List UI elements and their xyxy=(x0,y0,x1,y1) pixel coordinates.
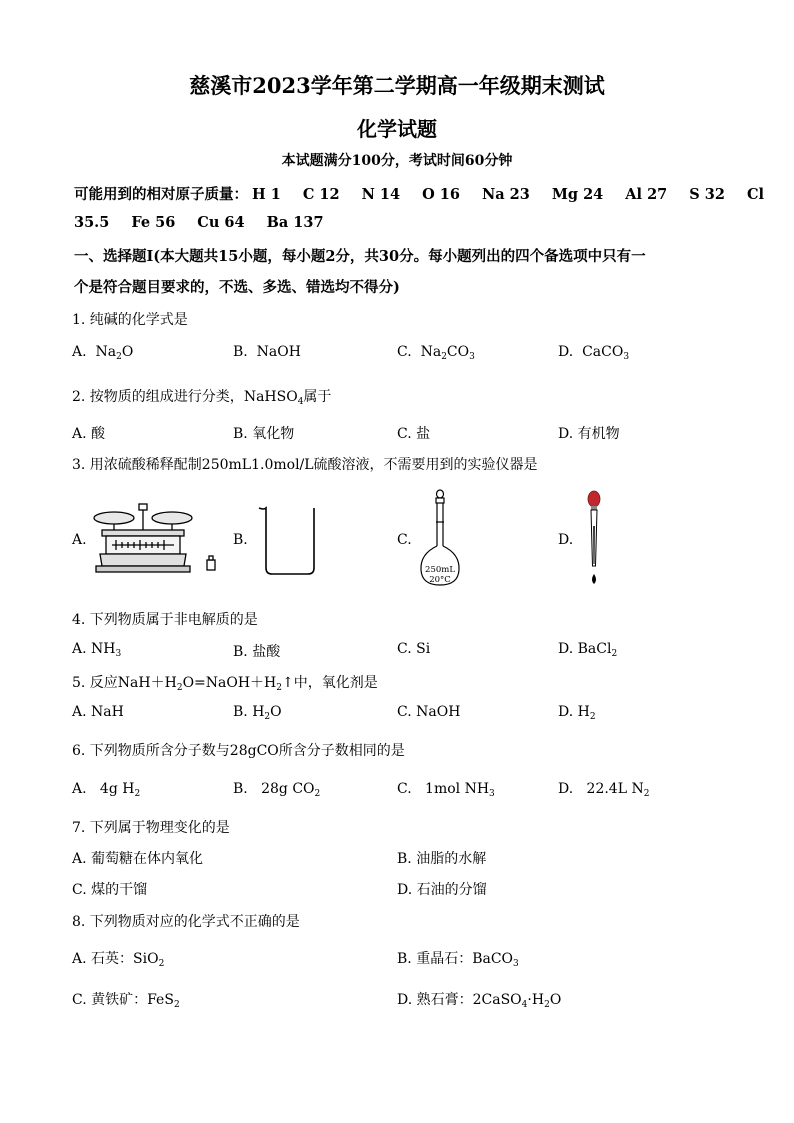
section-heading-line1: 一、选择题Ⅰ(本大题共15小题，每小题2分，共30分。每小题列出的四个备选项中只有一 xyxy=(74,248,646,265)
question-8-option-a[interactable]: A. 石英：SiO$_2$ xyxy=(72,951,165,969)
mass-item: Mg 24 xyxy=(551,186,604,203)
mass-item: N 14 xyxy=(361,186,401,203)
exam-title: 慈溪市2023学年第二学期高一年级期末测试 xyxy=(189,73,605,98)
question-2-option-a[interactable]: A. 酸 xyxy=(72,426,106,442)
question-7-option-b[interactable]: B. 油脂的水解 xyxy=(397,851,487,867)
question-2-stem: 2. 按物质的组成进行分类，NaHSO$_4$属于 xyxy=(72,389,332,407)
question-7-option-c[interactable]: C. 煤的干馏 xyxy=(72,882,148,898)
mass-item: Al 27 xyxy=(625,186,668,203)
question-7-option-d[interactable]: D. 石油的分馏 xyxy=(397,882,487,898)
question-5-option-c[interactable]: C. NaOH xyxy=(397,704,461,720)
question-8-option-b[interactable]: B. 重晶石：BaCO$_3$ xyxy=(397,951,519,969)
flask-temp-label: 20°C xyxy=(429,575,451,585)
mass-item: Ba 137 xyxy=(266,214,324,231)
question-1-option-b[interactable]: B. NaOH xyxy=(233,344,301,360)
exam-note: 本试题满分100分，考试时间60分钟 xyxy=(281,153,513,169)
question-4-option-a[interactable]: A. $NH_3$ xyxy=(72,641,122,659)
atomic-masses-label: 可能用到的相对原子质量： xyxy=(74,186,248,203)
mass-item: S 32 xyxy=(689,186,725,203)
question-1-option-c[interactable]: C. $Na_2CO_3$ xyxy=(397,344,475,362)
question-1-option-a[interactable]: A. $Na_2O$ xyxy=(72,344,134,362)
question-3-option-d[interactable]: D. xyxy=(558,532,574,548)
question-4-stem: 4. 下列物质属于非电解质的是 xyxy=(72,612,258,628)
question-4-option-d[interactable]: D. BaCl$_2$ xyxy=(558,641,618,659)
question-5-stem: 5. 反应$NaH+H_2O=NaOH+H_2↑$中，氧化剂是 xyxy=(72,675,378,693)
question-2-option-d[interactable]: D. 有机物 xyxy=(558,426,620,442)
question-6-stem: 6. 下列物质所含分子数与28gCO所含分子数相同的是 xyxy=(72,743,405,759)
atomic-masses-line2 xyxy=(74,214,346,231)
mass-item: O 16 xyxy=(422,186,460,203)
flask-label xyxy=(418,565,462,585)
question-6-option-b[interactable]: B. 28g $CO_2$ xyxy=(233,781,321,799)
mass-item: H 1 xyxy=(252,186,281,203)
question-7-option-a[interactable]: A. 葡萄糖在体内氧化 xyxy=(72,851,204,867)
mass-item: C 12 xyxy=(302,186,340,203)
question-5-option-a[interactable]: A. NaH xyxy=(72,704,124,720)
question-2-option-b[interactable]: B. 氧化物 xyxy=(233,426,295,442)
balance-icon xyxy=(92,500,222,578)
question-6-option-a[interactable]: A. 4g $H_2$ xyxy=(72,781,141,799)
question-2-option-c[interactable]: C. 盐 xyxy=(397,426,431,442)
mass-item: Cl xyxy=(746,186,765,203)
dropper-icon xyxy=(584,490,604,590)
mass-item: Na 23 xyxy=(481,186,530,203)
mass-item: Fe 56 xyxy=(131,214,176,231)
question-3-option-b[interactable]: B. xyxy=(233,532,248,548)
question-6-option-c[interactable]: C. 1mol $NH_3$ xyxy=(397,781,495,799)
question-3-option-c[interactable]: C. xyxy=(397,532,412,548)
question-6-option-d[interactable]: D. 22.4L $N_2$ xyxy=(558,781,650,799)
question-1-stem: 1. 纯碱的化学式是 xyxy=(72,312,188,328)
subject-title: 化学试题 xyxy=(357,117,437,141)
question-8-option-d[interactable]: D. 熟石膏：$2CaSO_4\cdot H_2O$ xyxy=(397,992,562,1010)
question-5-option-b[interactable]: B. $H_2O$ xyxy=(233,704,282,722)
atomic-masses-line1 xyxy=(74,183,764,204)
question-7-stem: 7. 下列属于物理变化的是 xyxy=(72,820,230,836)
question-8-option-c[interactable]: C. 黄铁矿：FeS$_2$ xyxy=(72,992,180,1010)
section-heading-line2: 个是符合题目要求的，不选、多选、错选均不得分) xyxy=(74,279,400,296)
question-3-option-a[interactable]: A. xyxy=(72,532,87,548)
question-8-stem: 8. 下列物质对应的化学式不正确的是 xyxy=(72,914,300,930)
question-5-option-d[interactable]: D. $H_2$ xyxy=(558,704,596,722)
question-3-stem: 3. 用浓硫酸稀释配制250mL1.0mol/L硫酸溶液，不需要用到的实验仪器是 xyxy=(72,457,538,473)
question-4-option-c[interactable]: C. Si xyxy=(397,641,431,657)
question-4-option-b[interactable]: B. 盐酸 xyxy=(233,644,281,660)
beaker-icon xyxy=(256,504,322,576)
flask-volume-label: 250mL xyxy=(425,565,455,575)
question-1-option-d[interactable]: D. CaCO$_3$ xyxy=(558,344,630,362)
mass-item: 35.5 xyxy=(74,214,110,231)
mass-item: Cu 64 xyxy=(197,214,245,231)
